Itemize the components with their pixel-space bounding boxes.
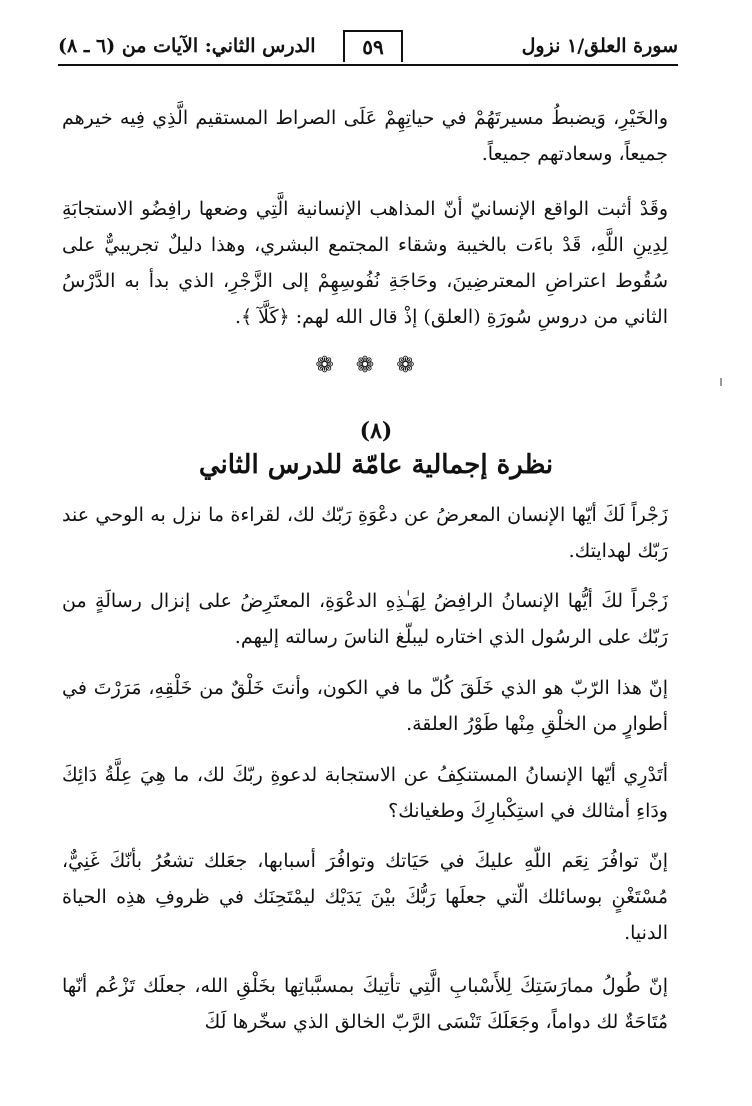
page-number: ٥٩ bbox=[343, 30, 403, 62]
header-surah-title: سورة العلق/١ نزول bbox=[521, 35, 678, 57]
paragraph: والخَيْرِ، وَيضبطُ مسيرتَهُمْ في حياتِهِمْ عَلَى الصراط المستقيم الَّذِي فِيه خيرهم جميعاً، وسعادتهم جميعاً. bbox=[62, 107, 668, 165]
paragraph: إنّ طُولُ ممارَسَتِكَ لِلأَسْبابِ الَّتِي تأتِيكَ بمسبَّباتِها بخَلْقِ الله، جعلَك تَزْعُم أنّها مُتَاحَةٌ لك دواماً، وجَعَلَكَ تَنْسَى الرَّبّ الخالق الذي سخّرها لَكَ bbox=[62, 975, 668, 1033]
section-separator: ❁❁❁ bbox=[315, 353, 437, 378]
paragraph: أتَدْرِي أيّها الإنسانُ المستنكِفُ عن الاستجابة لدعوةِ ربّكَ لك، ما هِيَ عِلَّةُ دَائِكَ ودَاءِ أمثالك في استِكْبارِكَ وطغيانك؟ bbox=[62, 764, 668, 822]
paragraph: زَجْراً لكَ أيُّها الإنسانُ الرافِضُ لِهَـٰذِهِ الدعْوَةِ، المعتَرِضُ على إنزال رسالَةٍ من رَبّك على الرسُول الذي اختاره ليبلّغ الناسَ رسالته إليهم. bbox=[62, 590, 668, 648]
header-lesson-title: الدرس الثاني: الآيات من (٦ ـ ٨) bbox=[58, 35, 316, 57]
section-title: نظرة إجمالية عامّة للدرس الثاني bbox=[198, 450, 554, 480]
scan-mark bbox=[720, 378, 722, 386]
paragraph: زَجْراً لَكَ أيّها الإنسان المعرضُ عن دعْوَةِ رَبّك لك، لقراءة ما نزل به الوحي عند رَبّك لهدايتك. bbox=[62, 504, 668, 562]
section-number: (٨) bbox=[359, 418, 393, 444]
paragraph: وقَدْ أثبت الواقع الإنسانيّ أنّ المذاهب الإنسانية الَّتِي وضعها رافِضُو الاستجابَةِ لِدِينِ اللَّهِ، قَدْ باءَت بالخيبة وشقاء المجتمع البشري، وهذا دليلٌ تجريبيٌّ على سُقُوط اعتراضِ المعترضِينَ، وحَاجَةِ نُفُوسِهِمْ إلى الزَّجْرِ، الذي بدأ به الدَّرْسُ الثاني من دروسِ سُورَةِ (العلق) إذْ قال الله لهم: ﴿كَلَّآ ﴾. bbox=[62, 198, 668, 328]
paragraph: إنّ توافُرَ نِعَم اللّهِ عليكَ في حَيَاتك وتوافُرَ أسبابها، جعَلك تشعُرُ بأنّكَ غَنِيٌّ، مُسْتَغْنٍ بوسائلك الّتي جعلَها رَبُّكَ بيْنَ يَدَيْك ليمْتَحِنَك في ظروفِ هذِه الحياة الدنيا. bbox=[62, 850, 668, 944]
running-header bbox=[58, 32, 678, 66]
paragraph: إنّ هذا الرّبّ هو الذي خَلَقَ كُلّ ما في الكون، وأنتَ خَلْقٌ من خَلْقِهِ، مَرَرْتَ في أطوارٍ من الخلْقِ مِنْها طَوْرُ العلقة. bbox=[62, 677, 668, 735]
